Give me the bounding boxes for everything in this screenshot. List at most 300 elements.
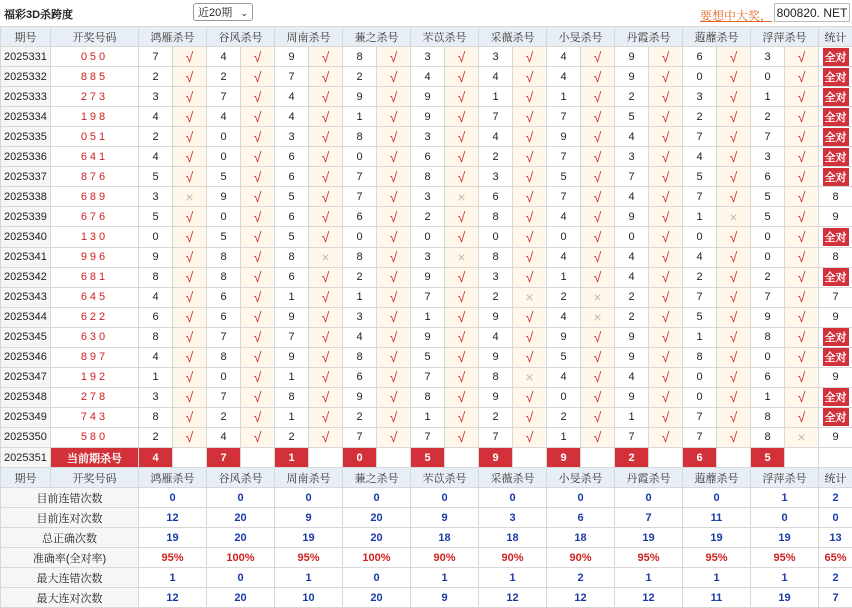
kill-number-cell: 1 xyxy=(275,407,309,427)
kill-number-cell: 1 xyxy=(139,367,173,387)
check-icon: √ xyxy=(377,287,411,307)
kill-number-cell: 2 xyxy=(275,427,309,447)
stats-value: 90% xyxy=(547,548,615,568)
stats-value: 12 xyxy=(615,588,683,608)
check-icon: √ xyxy=(649,267,683,287)
kill-number-cell: 0 xyxy=(207,207,241,227)
check-icon: √ xyxy=(173,207,207,227)
check-icon: √ xyxy=(445,387,479,407)
stats-value: 0 xyxy=(343,568,411,588)
table-row xyxy=(1,167,852,187)
stats-value: 0 xyxy=(343,488,411,508)
stat-value: 全对 xyxy=(823,48,849,66)
winning-number-cell: 278 xyxy=(51,387,139,407)
check-icon: √ xyxy=(241,347,275,367)
check-icon: √ xyxy=(785,387,819,407)
check-icon: √ xyxy=(649,367,683,387)
winning-number-cell: 689 xyxy=(51,187,139,207)
kill-number-cell: 5 xyxy=(139,167,173,187)
kill-number-cell: 2 xyxy=(479,287,513,307)
check-icon: √ xyxy=(649,127,683,147)
kill-number-cell: 0 xyxy=(207,127,241,147)
kill-number-cell: 1 xyxy=(411,307,445,327)
stats-value: 1 xyxy=(411,568,479,588)
kill-number-cell: 5 xyxy=(207,167,241,187)
stat-cell xyxy=(819,407,852,427)
check-icon: √ xyxy=(513,147,547,167)
column-header: 谷风杀号 xyxy=(207,468,275,488)
kill-number-cell: 4 xyxy=(207,47,241,67)
kill-number-cell: 6 xyxy=(275,147,309,167)
stats-value: 100% xyxy=(207,548,275,568)
stat-value: 全对 xyxy=(823,388,849,406)
kill-number-cell: 4 xyxy=(139,147,173,167)
stats-value: 19 xyxy=(751,588,819,608)
kill-number-cell: 2 xyxy=(343,407,377,427)
stats-value: 2 xyxy=(819,568,852,588)
winning-number-cell: 876 xyxy=(51,167,139,187)
check-icon: √ xyxy=(173,287,207,307)
winning-number-cell: 273 xyxy=(51,87,139,107)
kill-number-cell: 1 xyxy=(411,407,445,427)
current-kill-number: 5 xyxy=(411,447,445,467)
check-icon: √ xyxy=(445,287,479,307)
kill-number-cell: 6 xyxy=(139,307,173,327)
check-icon: √ xyxy=(241,327,275,347)
kill-number-cell: 9 xyxy=(615,67,649,87)
kill-number-cell: 6 xyxy=(343,207,377,227)
stats-value: 19 xyxy=(139,528,207,548)
current-kill-number: 6 xyxy=(683,447,717,467)
stats-value: 19 xyxy=(751,528,819,548)
stat-cell xyxy=(819,87,852,107)
check-icon: √ xyxy=(785,187,819,207)
stats-value: 20 xyxy=(343,528,411,548)
kill-number-cell: 4 xyxy=(207,107,241,127)
current-kill-number: 9 xyxy=(479,447,513,467)
winning-number-cell: 192 xyxy=(51,367,139,387)
kill-number-cell: 7 xyxy=(343,167,377,187)
check-icon: √ xyxy=(173,107,207,127)
period-cell: 2025342 xyxy=(1,267,51,287)
kill-number-cell: 0 xyxy=(683,367,717,387)
kill-number-cell: 7 xyxy=(547,147,581,167)
check-icon: √ xyxy=(785,367,819,387)
kill-number-cell: 4 xyxy=(615,267,649,287)
check-icon: √ xyxy=(785,67,819,87)
kill-number-cell: 3 xyxy=(343,307,377,327)
current-kill-blank xyxy=(445,447,479,467)
check-icon: √ xyxy=(513,327,547,347)
column-header: 鸿雁杀号 xyxy=(139,468,207,488)
column-header: 蕸蘼杀号 xyxy=(683,27,751,47)
top-bar xyxy=(0,0,852,26)
kill-number-cell: 5 xyxy=(547,167,581,187)
check-icon: √ xyxy=(785,347,819,367)
check-icon: √ xyxy=(445,47,479,67)
check-icon: √ xyxy=(309,307,343,327)
kill-number-cell: 7 xyxy=(411,287,445,307)
check-icon: √ xyxy=(649,67,683,87)
period-range-value: 近20期 xyxy=(198,7,232,19)
column-header: 期号 xyxy=(1,468,51,488)
cross-icon: × xyxy=(581,307,615,327)
winning-number-cell: 885 xyxy=(51,67,139,87)
check-icon: √ xyxy=(377,347,411,367)
kill-number-cell: 9 xyxy=(411,327,445,347)
kill-number-cell: 9 xyxy=(411,267,445,287)
kill-number-cell: 8 xyxy=(207,267,241,287)
check-icon: √ xyxy=(377,227,411,247)
kill-number-cell: 4 xyxy=(547,67,581,87)
check-icon: √ xyxy=(649,47,683,67)
column-header: 浮萍杀号 xyxy=(751,27,819,47)
check-icon: √ xyxy=(309,127,343,147)
check-icon: √ xyxy=(785,207,819,227)
stats-value: 95% xyxy=(139,548,207,568)
kill-number-cell: 8 xyxy=(411,387,445,407)
kill-number-cell: 9 xyxy=(751,307,785,327)
stat-cell xyxy=(819,367,852,387)
check-icon: √ xyxy=(717,147,751,167)
table-row xyxy=(1,247,852,267)
column-header: 统计 xyxy=(819,27,852,47)
page-title: 福彩3D杀跨度 xyxy=(4,6,73,22)
stats-value: 65% xyxy=(819,548,852,568)
kill-number-cell: 0 xyxy=(207,367,241,387)
check-icon: √ xyxy=(717,407,751,427)
kill-number-cell: 1 xyxy=(275,287,309,307)
kill-number-cell: 6 xyxy=(343,367,377,387)
current-period-row xyxy=(1,447,852,467)
kill-number-cell: 0 xyxy=(751,247,785,267)
stats-value: 20 xyxy=(207,528,275,548)
kill-number-cell: 3 xyxy=(411,127,445,147)
check-icon: √ xyxy=(309,107,343,127)
check-icon: √ xyxy=(513,247,547,267)
kill-number-cell: 7 xyxy=(207,87,241,107)
check-icon: √ xyxy=(241,107,275,127)
current-kill-blank xyxy=(717,447,751,467)
kill-number-cell: 2 xyxy=(139,67,173,87)
check-icon: √ xyxy=(309,367,343,387)
kill-number-cell: 2 xyxy=(683,107,717,127)
check-icon: √ xyxy=(785,147,819,167)
kill-number-cell: 9 xyxy=(411,87,445,107)
kill-number-cell: 9 xyxy=(615,207,649,227)
stat-value: 9 xyxy=(832,311,838,323)
period-cell: 2025349 xyxy=(1,407,51,427)
kill-number-cell: 7 xyxy=(547,107,581,127)
check-icon: √ xyxy=(581,347,615,367)
kill-number-cell: 4 xyxy=(275,107,309,127)
check-icon: √ xyxy=(581,47,615,67)
stat-value: 全对 xyxy=(823,408,849,426)
stat-value: 全对 xyxy=(823,168,849,186)
kill-number-cell: 3 xyxy=(615,147,649,167)
column-header: 期号 xyxy=(1,27,51,47)
stat-value: 全对 xyxy=(823,348,849,366)
kill-number-cell: 2 xyxy=(683,267,717,287)
check-icon: √ xyxy=(717,167,751,187)
check-icon: √ xyxy=(649,407,683,427)
stat-value: 全对 xyxy=(823,148,849,166)
check-icon: √ xyxy=(513,87,547,107)
kill-number-cell: 4 xyxy=(207,427,241,447)
kill-number-cell: 0 xyxy=(139,227,173,247)
check-icon: √ xyxy=(173,247,207,267)
check-icon: √ xyxy=(581,227,615,247)
kill-number-cell: 4 xyxy=(275,87,309,107)
check-icon: √ xyxy=(445,347,479,367)
check-icon: √ xyxy=(309,187,343,207)
kill-number-cell: 7 xyxy=(207,327,241,347)
winning-number-cell: 897 xyxy=(51,347,139,367)
kill-number-cell: 0 xyxy=(547,227,581,247)
kill-number-cell: 8 xyxy=(275,247,309,267)
check-icon: √ xyxy=(173,327,207,347)
check-icon: √ xyxy=(173,87,207,107)
column-header: 丹霞杀号 xyxy=(615,468,683,488)
stat-cell xyxy=(819,307,852,327)
kill-number-cell: 8 xyxy=(207,247,241,267)
kill-number-cell: 8 xyxy=(139,407,173,427)
stats-label: 最大连错次数 xyxy=(1,568,139,588)
winning-number-cell: 676 xyxy=(51,207,139,227)
kill-number-cell: 5 xyxy=(751,187,785,207)
stats-row xyxy=(1,508,852,528)
stats-value: 95% xyxy=(683,548,751,568)
kill-number-cell: 4 xyxy=(547,307,581,327)
stat-cell xyxy=(819,387,852,407)
kill-number-cell: 6 xyxy=(275,207,309,227)
check-icon: √ xyxy=(173,127,207,147)
check-icon: √ xyxy=(581,367,615,387)
kill-number-cell: 9 xyxy=(139,247,173,267)
kill-number-cell: 8 xyxy=(139,267,173,287)
kill-number-cell: 5 xyxy=(547,347,581,367)
check-icon: √ xyxy=(513,307,547,327)
check-icon: √ xyxy=(717,127,751,147)
check-icon: √ xyxy=(649,287,683,307)
kill-number-cell: 5 xyxy=(207,227,241,247)
kill-number-cell: 3 xyxy=(411,187,445,207)
chevron-down-icon: ⌄ xyxy=(240,4,248,22)
kill-number-cell: 6 xyxy=(751,367,785,387)
kill-number-cell: 3 xyxy=(411,47,445,67)
winning-number-cell: 681 xyxy=(51,267,139,287)
check-icon: √ xyxy=(241,207,275,227)
current-kill-number: 7 xyxy=(207,447,241,467)
kill-number-cell: 8 xyxy=(275,387,309,407)
kill-number-cell: 7 xyxy=(751,287,785,307)
stats-value: 9 xyxy=(411,508,479,528)
stats-value: 19 xyxy=(683,528,751,548)
kill-number-cell: 1 xyxy=(547,87,581,107)
kill-number-cell: 5 xyxy=(275,187,309,207)
period-cell: 2025337 xyxy=(1,167,51,187)
check-icon: √ xyxy=(377,267,411,287)
cross-icon: × xyxy=(785,427,819,447)
kill-number-cell: 9 xyxy=(615,327,649,347)
stats-value: 0 xyxy=(207,568,275,588)
cross-icon: × xyxy=(173,187,207,207)
kill-number-cell: 7 xyxy=(615,167,649,187)
check-icon: √ xyxy=(649,207,683,227)
winning-number-cell: 580 xyxy=(51,427,139,447)
column-header: 浮萍杀号 xyxy=(751,468,819,488)
check-icon: √ xyxy=(649,247,683,267)
kill-number-cell: 9 xyxy=(615,387,649,407)
kill-number-cell: 6 xyxy=(207,287,241,307)
kill-number-cell: 4 xyxy=(139,347,173,367)
check-icon: √ xyxy=(581,187,615,207)
period-cell: 2025346 xyxy=(1,347,51,367)
cross-icon: × xyxy=(309,247,343,267)
period-range-select[interactable] xyxy=(193,3,253,21)
check-icon: √ xyxy=(649,107,683,127)
stat-value: 9 xyxy=(832,431,838,443)
kill-number-cell: 8 xyxy=(751,407,785,427)
check-icon: √ xyxy=(717,107,751,127)
kill-number-cell: 9 xyxy=(615,47,649,67)
kill-number-cell: 0 xyxy=(615,227,649,247)
kill-number-cell: 1 xyxy=(479,87,513,107)
period-cell: 2025350 xyxy=(1,427,51,447)
stats-value: 7 xyxy=(615,508,683,528)
check-icon: √ xyxy=(377,147,411,167)
kill-number-cell: 4 xyxy=(615,367,649,387)
kill-number-cell: 9 xyxy=(275,347,309,367)
table-row xyxy=(1,407,852,427)
period-cell: 2025339 xyxy=(1,207,51,227)
check-icon: √ xyxy=(445,407,479,427)
check-icon: √ xyxy=(649,227,683,247)
check-icon: √ xyxy=(581,387,615,407)
kill-number-cell: 1 xyxy=(343,287,377,307)
kill-number-cell: 1 xyxy=(751,87,785,107)
stat-cell xyxy=(819,347,852,367)
cross-icon: × xyxy=(513,287,547,307)
stat-cell xyxy=(819,47,852,67)
current-kill-number: 1 xyxy=(275,447,309,467)
stats-value: 20 xyxy=(343,508,411,528)
kill-number-cell: 6 xyxy=(275,167,309,187)
kill-number-cell: 0 xyxy=(683,67,717,87)
site-badge[interactable]: 800820. NET xyxy=(774,3,850,22)
kill-number-cell: 4 xyxy=(683,247,717,267)
stats-value: 0 xyxy=(411,488,479,508)
cross-icon: × xyxy=(445,187,479,207)
period-cell: 2025348 xyxy=(1,387,51,407)
check-icon: √ xyxy=(717,187,751,207)
check-icon: √ xyxy=(173,367,207,387)
table-row xyxy=(1,367,852,387)
kill-number-cell: 4 xyxy=(479,127,513,147)
kill-number-cell: 3 xyxy=(139,87,173,107)
current-kill-number: 4 xyxy=(139,447,173,467)
kill-number-cell: 1 xyxy=(683,327,717,347)
check-icon: √ xyxy=(785,247,819,267)
kill-number-cell: 0 xyxy=(751,227,785,247)
kill-number-cell: 7 xyxy=(683,407,717,427)
winning-number-cell: 630 xyxy=(51,327,139,347)
check-icon: √ xyxy=(309,207,343,227)
stats-row xyxy=(1,488,852,508)
current-kill-blank xyxy=(513,447,547,467)
check-icon: √ xyxy=(717,227,751,247)
check-icon: √ xyxy=(581,407,615,427)
check-icon: √ xyxy=(785,127,819,147)
stats-value: 90% xyxy=(479,548,547,568)
stats-value: 11 xyxy=(683,588,751,608)
check-icon: √ xyxy=(513,167,547,187)
kill-number-cell: 6 xyxy=(751,167,785,187)
period-cell: 2025335 xyxy=(1,127,51,147)
stats-value: 19 xyxy=(615,528,683,548)
current-stat-blank xyxy=(819,447,852,467)
check-icon: √ xyxy=(173,427,207,447)
kill-number-cell: 7 xyxy=(411,367,445,387)
column-header: 开奖号码 xyxy=(51,27,139,47)
check-icon: √ xyxy=(309,167,343,187)
column-header: 周南杀号 xyxy=(275,468,343,488)
stat-value: 全对 xyxy=(823,88,849,106)
promo-link[interactable]: 要想中大奖， xyxy=(700,7,772,24)
table-row xyxy=(1,267,852,287)
kill-number-cell: 8 xyxy=(751,427,785,447)
check-icon: √ xyxy=(649,387,683,407)
check-icon: √ xyxy=(445,427,479,447)
stats-value: 20 xyxy=(207,508,275,528)
table-row xyxy=(1,327,852,347)
check-icon: √ xyxy=(377,47,411,67)
stats-value: 20 xyxy=(343,588,411,608)
period-cell: 2025347 xyxy=(1,367,51,387)
check-icon: √ xyxy=(717,367,751,387)
stat-value: 8 xyxy=(832,191,838,203)
period-cell: 2025331 xyxy=(1,47,51,67)
kill-number-cell: 2 xyxy=(207,407,241,427)
cross-icon: × xyxy=(513,367,547,387)
period-cell: 2025332 xyxy=(1,67,51,87)
stat-value: 9 xyxy=(832,371,838,383)
check-icon: √ xyxy=(513,47,547,67)
kill-number-cell: 5 xyxy=(139,207,173,227)
check-icon: √ xyxy=(309,387,343,407)
kill-number-cell: 4 xyxy=(479,327,513,347)
check-icon: √ xyxy=(241,87,275,107)
kill-number-cell: 3 xyxy=(479,267,513,287)
stat-cell xyxy=(819,227,852,247)
kill-number-cell: 0 xyxy=(479,227,513,247)
column-header: 蒹之杀号 xyxy=(343,468,411,488)
check-icon: √ xyxy=(173,67,207,87)
stat-value: 9 xyxy=(832,211,838,223)
kill-number-cell: 6 xyxy=(275,267,309,287)
kill-number-cell: 8 xyxy=(683,347,717,367)
column-header: 采薇杀号 xyxy=(479,27,547,47)
check-icon: √ xyxy=(649,87,683,107)
check-icon: √ xyxy=(309,407,343,427)
check-icon: √ xyxy=(173,267,207,287)
check-icon: √ xyxy=(717,427,751,447)
check-icon: √ xyxy=(717,47,751,67)
check-icon: √ xyxy=(241,127,275,147)
winning-number-cell: 622 xyxy=(51,307,139,327)
check-icon: √ xyxy=(309,87,343,107)
stats-value: 1 xyxy=(751,568,819,588)
